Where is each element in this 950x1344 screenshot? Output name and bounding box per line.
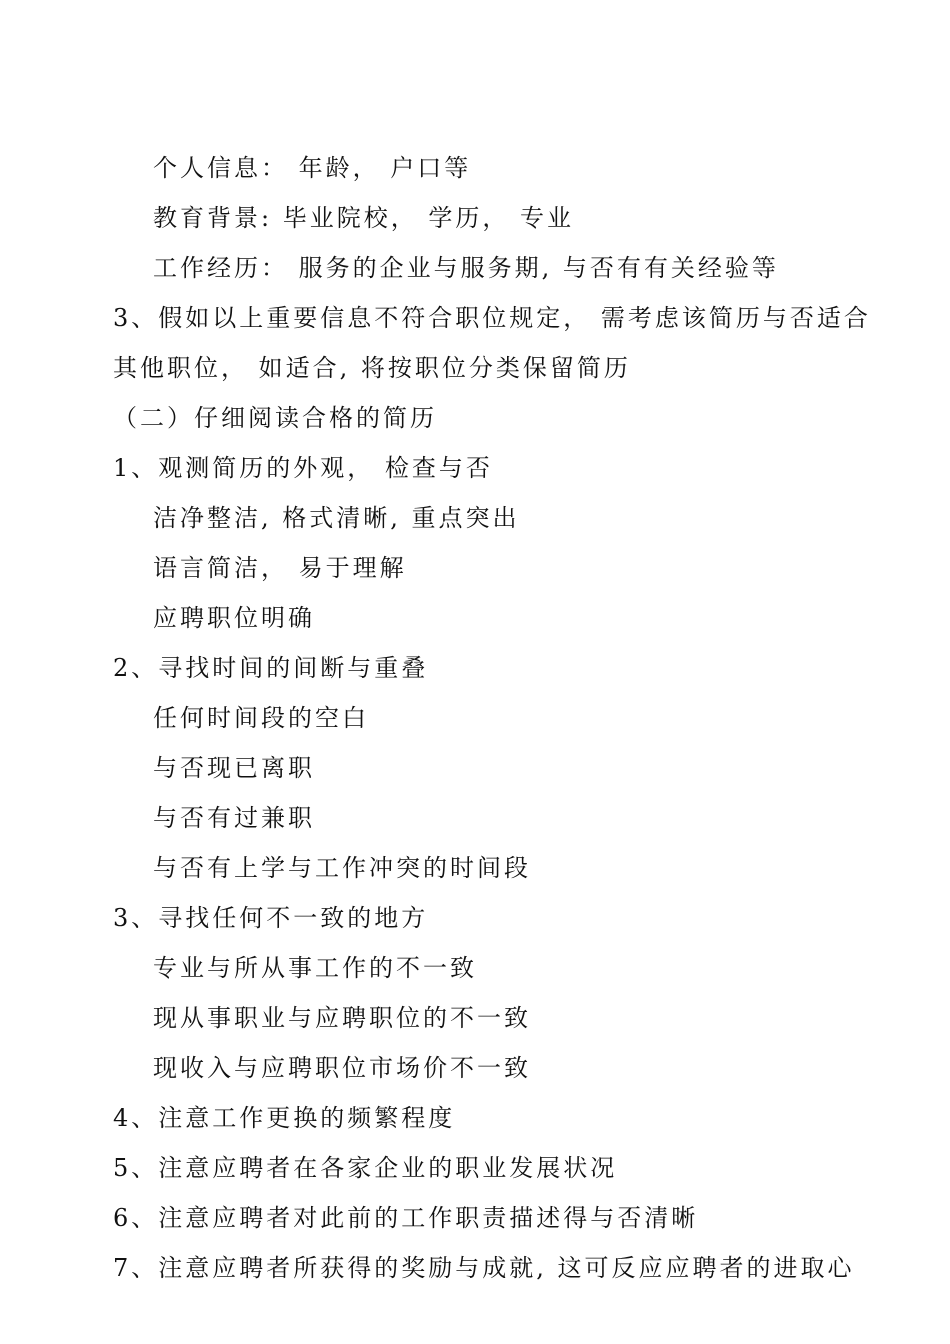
list-item-1: 1、观测简历的外观， 检查与否 bbox=[113, 454, 493, 482]
sub-item-job-mismatch: 现从事职业与应聘职位的不一致 bbox=[153, 1004, 531, 1032]
text-line-personal-info: 个人信息： 年龄， 户口等 bbox=[153, 154, 472, 182]
text-line-education: 教育背景: 毕业院校， 学历， 专业 bbox=[153, 204, 574, 232]
list-item-3: 3、假如以上重要信息不符合职位规定， 需考虑该简历与否适合 bbox=[113, 304, 871, 332]
sub-item-part-time: 与否有过兼职 bbox=[153, 804, 315, 832]
sub-item-major-mismatch: 专业与所从事工作的不一致 bbox=[153, 954, 477, 982]
list-item-3-inconsistency: 3、寻找任何不一致的地方 bbox=[113, 904, 429, 932]
text-line-work-experience: 工作经历： 服务的企业与服务期, 与否有有关经验等 bbox=[153, 254, 779, 282]
list-item-3-continued: 其他职位， 如适合, 将按职位分类保留简历 bbox=[113, 354, 631, 382]
sub-item-concise-language: 语言简洁， 易于理解 bbox=[153, 554, 407, 582]
section-heading: （二）仔细阅读合格的简历 bbox=[113, 404, 437, 432]
list-item-2: 2、寻找时间的间断与重叠 bbox=[113, 654, 429, 682]
list-item-6: 6、注意应聘者对此前的工作职责描述得与否清晰 bbox=[113, 1204, 699, 1232]
list-item-5: 5、注意应聘者在各家企业的职业发展状况 bbox=[113, 1154, 618, 1182]
sub-item-income-mismatch: 现收入与应聘职位市场价不一致 bbox=[153, 1054, 531, 1082]
list-item-7: 7、注意应聘者所获得的奖励与成就, 这可反应应聘者的进取心 bbox=[113, 1254, 855, 1282]
sub-item-clean-format: 洁净整洁, 格式清晰, 重点突出 bbox=[153, 504, 520, 532]
sub-item-study-work-conflict: 与否有上学与工作冲突的时间段 bbox=[153, 854, 531, 882]
sub-item-time-gap: 任何时间段的空白 bbox=[153, 704, 369, 732]
list-item-4: 4、注意工作更换的频繁程度 bbox=[113, 1104, 456, 1132]
sub-item-clear-position: 应聘职位明确 bbox=[153, 604, 315, 632]
sub-item-resigned: 与否现已离职 bbox=[153, 754, 315, 782]
